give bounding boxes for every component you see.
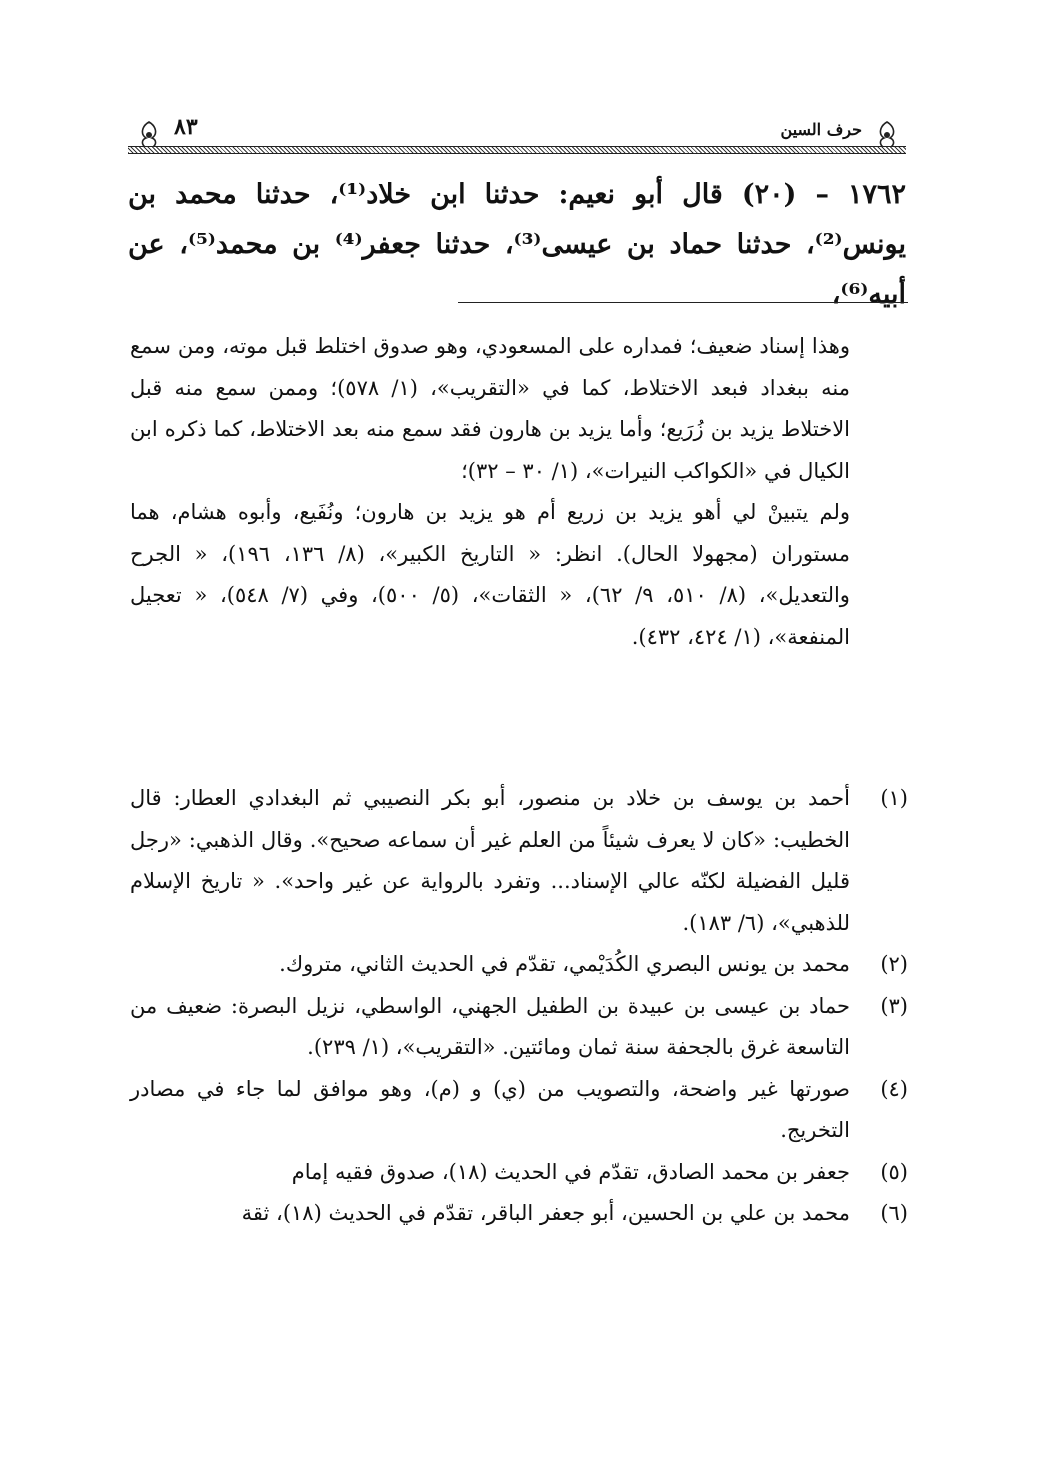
footnotes xyxy=(130,778,908,1235)
footnote-number: (١) xyxy=(880,786,908,810)
continuation-paragraph: وهذا إسناد ضعيف؛ فمداره على المسعودي، وهو صدوق اختلط قبل موته، ومن سمع منه ببغداد فبعد الاختلاط، كما في «التقريب»، (١/ ٥٧٨)؛ وممن سمع منه قبل الاختلاط يزيد بن زُرَيع؛ وأما يزيد بن هارون فقد سمع منه بعد الاختلاط، كما ذكره ابن الكيال في «الكواكب النيرات»، (١/ ٣٠ – ٣٢)؛ xyxy=(130,334,850,483)
footnote-number: (٥) xyxy=(880,1159,908,1184)
footnote xyxy=(130,1152,908,1194)
footnote xyxy=(130,1193,908,1235)
footnote-number: (٦) xyxy=(880,1201,908,1225)
footnote xyxy=(130,778,908,944)
footnote-text: حماد بن عيسى بن عبيدة بن الطفيل الجهني، الواسطي، نزيل البصرة: ضعيف من التاسعة غرق بالجحفة سنة ثمان ومائتين. «التقريب»، (١/ ٢٣٩). xyxy=(130,993,850,1059)
footnote-number: (٣) xyxy=(880,993,908,1018)
footnote-number: (٢) xyxy=(880,952,908,976)
footnote-number: (٤) xyxy=(880,1076,908,1101)
footnote xyxy=(130,944,908,986)
page-number: ٨٣ xyxy=(174,114,198,140)
header-rule xyxy=(128,146,906,154)
footnote-text: محمد بن يونس البصري الكُدَيْمي، تقدّم في الحديث الثاني، متروك. xyxy=(279,952,850,976)
footnote-separator xyxy=(458,302,908,303)
footnote-continuation xyxy=(130,326,850,658)
footnote xyxy=(130,1069,908,1152)
footnote-text: صورتها غير واضحة، والتصويب من (ي) و (م)، وهو موافق لما جاء في مصادر التخريج. xyxy=(130,1076,850,1142)
continuation-paragraph: ولم يتبينْ لي أهو يزيد بن زريع أم هو يزيد بن هارون؛ ونُفَيع، وأبوه هشام، هما مستوران (مجهولا الحال). انظر: « التاريخ الكبير»، (٨/ ١٣٦، ١٩٦)، « الجرح والتعديل»، (٨/ ٥١٠، ٩/ ٦٢)، « الثقات»، (٥/ ٥٠٠)، وفي (٧/ ٥٤٨)، « تعجيل المنفعة»، (١/ ٤٢٤، ٤٣٢). xyxy=(130,500,850,649)
footnote xyxy=(130,986,908,1069)
chapter-title: حرف السين xyxy=(780,120,862,139)
footnote-text: جعفر بن محمد الصادق، تقدّم في الحديث (١٨)، صدوق فقيه إمام xyxy=(291,1159,850,1184)
footnote-text: أحمد بن يوسف بن خلاد بن منصور، أبو بكر النصيبي ثم البغدادي العطار: قال الخطيب: «كان لا يعرف شيئاً من العلم غير أن سماعه صحيح». وقال الذهبي: «رجل قليل الفضيلة لكنّه عالي الإسناد... وتفرد بالرواية عن غير واحد». « تاريخ الإسلام للذهبي»، (٦/ ١٨٣). xyxy=(130,786,850,935)
main-text: ١٧٦٢ – (٢٠) قال أبو نعيم: حدثنا ابن خلاد⁽¹⁾، حدثنا محمد بن يونس⁽²⁾، حدثنا حماد بن عيسى⁽³⁾، حدثنا جعفر⁽⁴⁾ بن محمد⁽⁵⁾، عن أبيه⁽⁶⁾، xyxy=(128,179,907,310)
footnote-text: محمد بن علي بن الحسين، أبو جعفر الباقر، تقدّم في الحديث (١٨)، ثقة xyxy=(241,1201,850,1225)
page-header xyxy=(128,114,906,156)
